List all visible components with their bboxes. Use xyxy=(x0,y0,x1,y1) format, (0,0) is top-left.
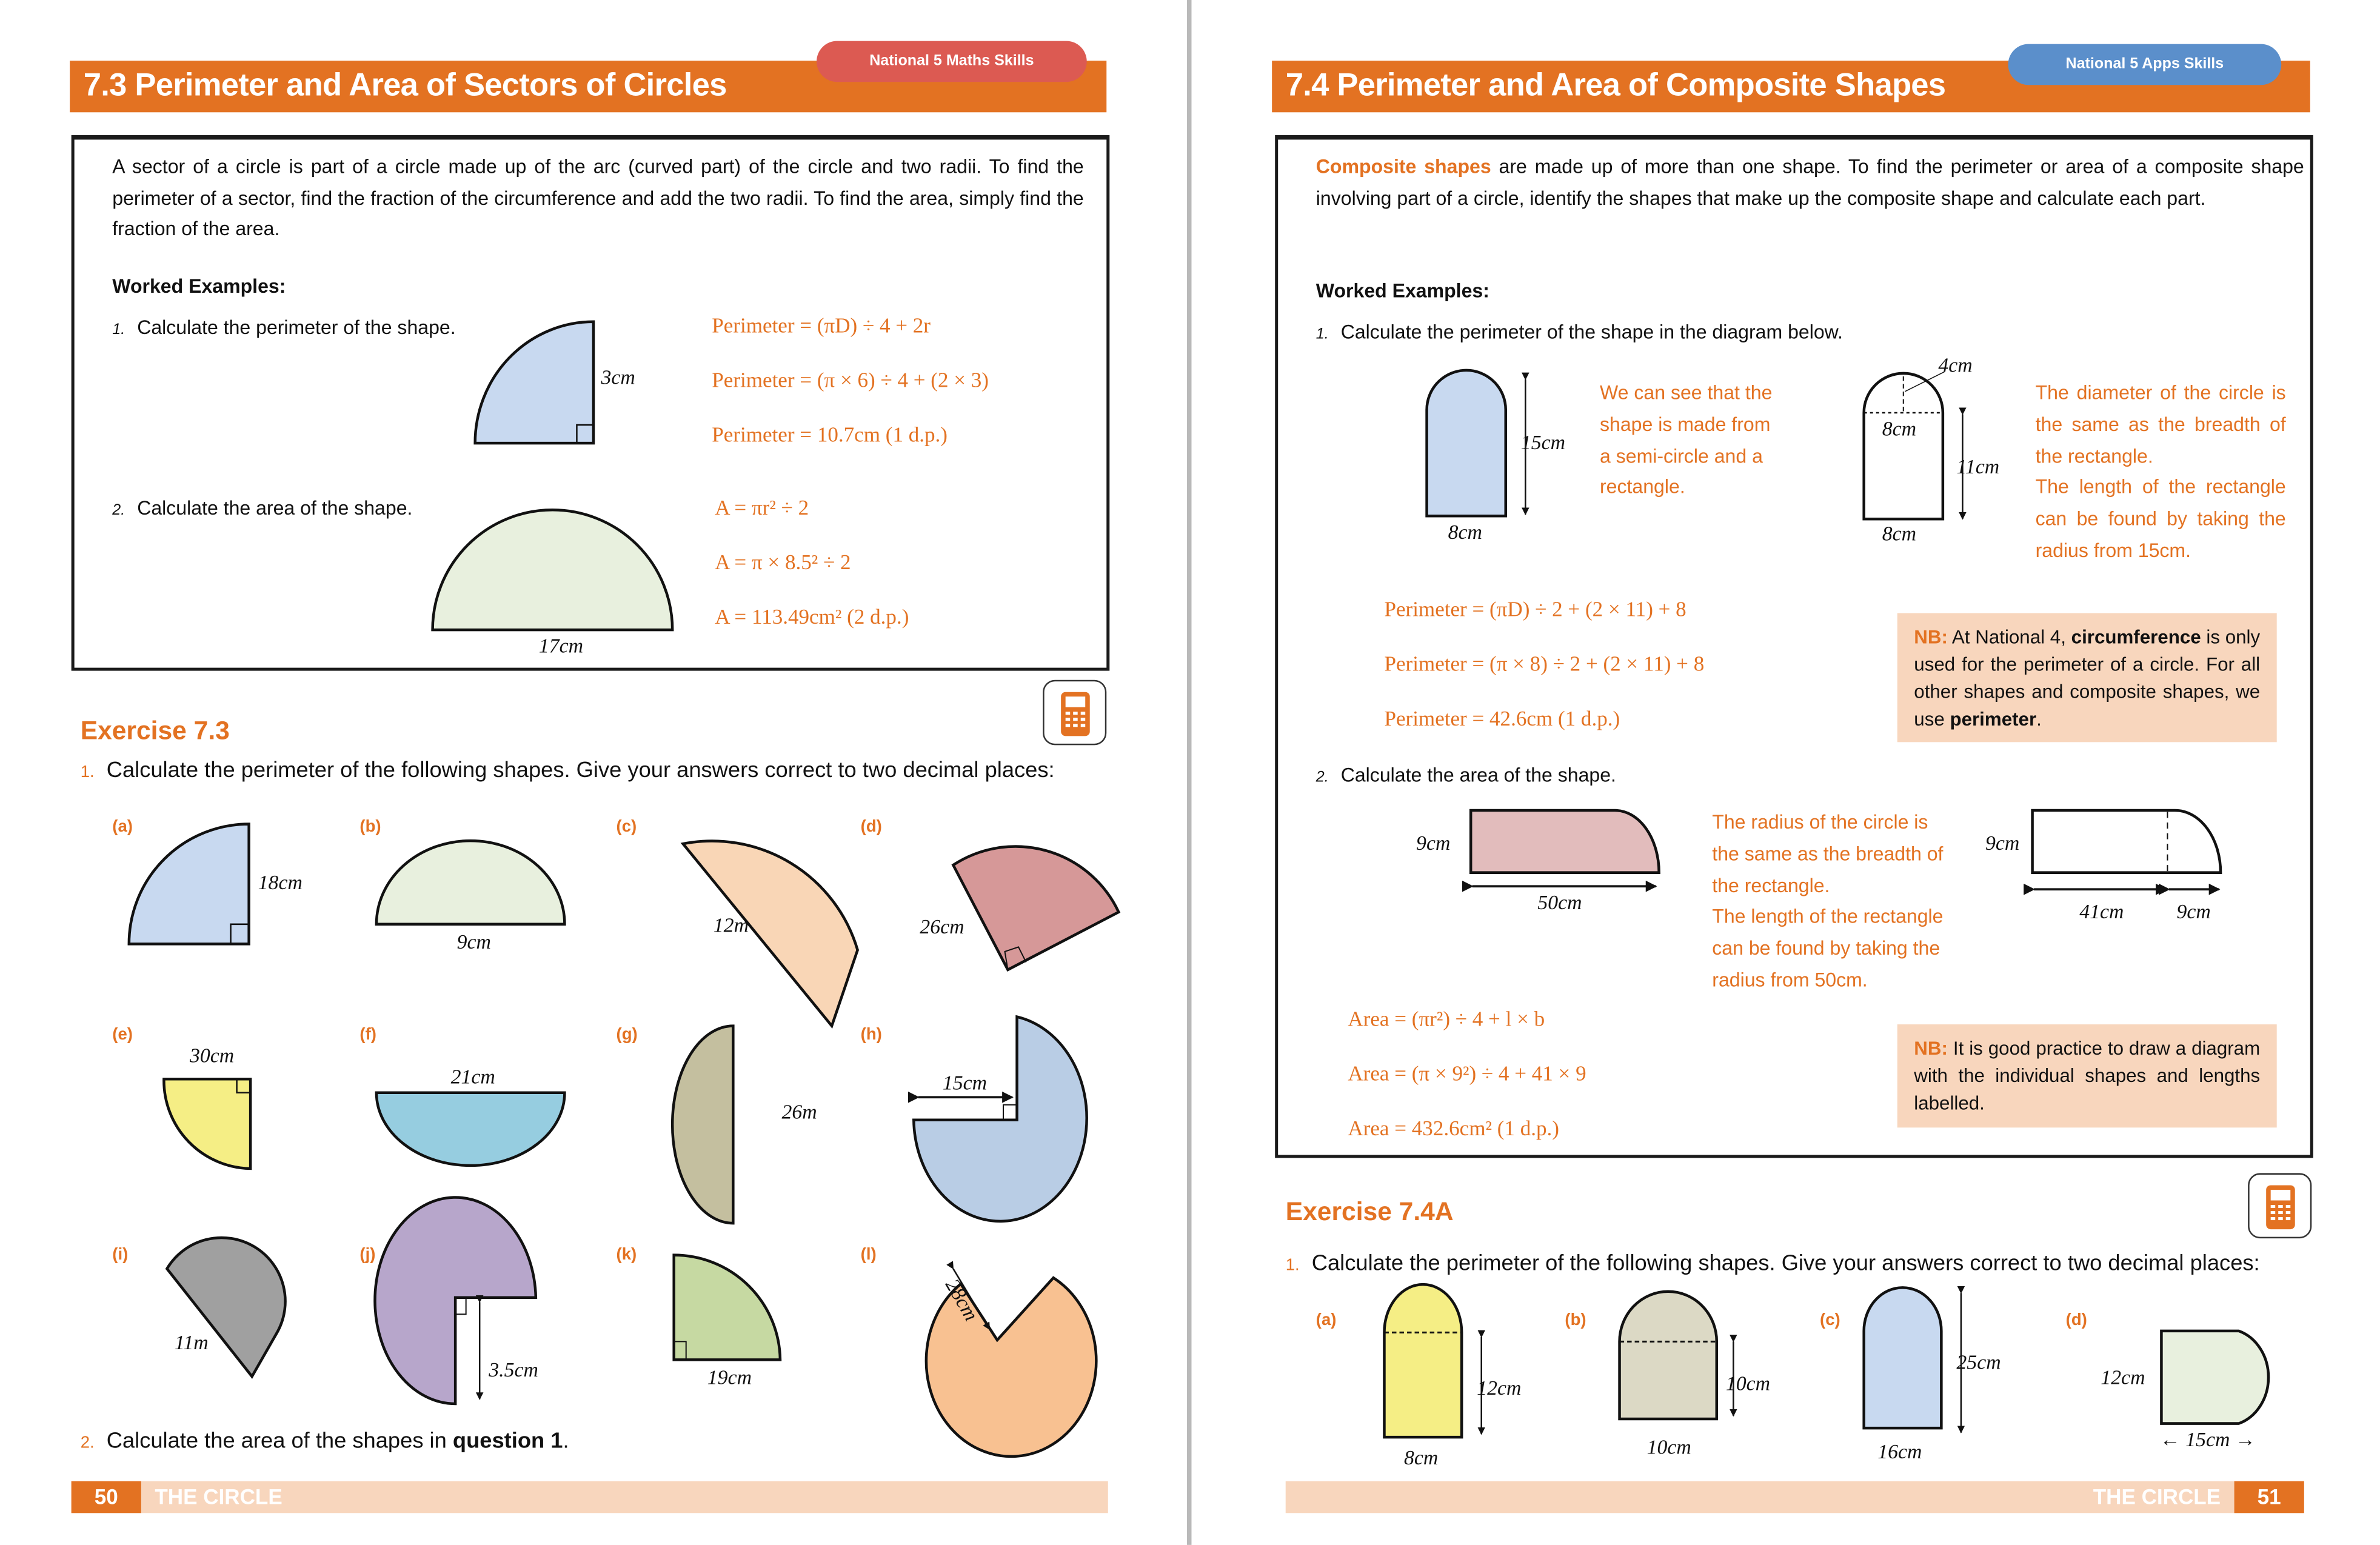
calculator-icon xyxy=(2248,1173,2311,1238)
shape-b-label: 9cm xyxy=(456,930,491,953)
ex74-c-width: 16cm xyxy=(1877,1440,1922,1463)
ex2-step-1: Area = (πr²) ÷ 4 + l × b xyxy=(1348,1009,1545,1032)
chapter-name: THE CIRCLE xyxy=(155,1484,282,1509)
ex74-d-id: (d) xyxy=(2065,1311,2087,1330)
example-1-question: 1. Calculate the perimeter of the shape. xyxy=(112,315,456,339)
worked-heading: Worked Examples: xyxy=(1315,279,1489,302)
shape-d-label: 26cm xyxy=(920,915,964,938)
exercise-title: Exercise 7.4A xyxy=(1285,1197,1454,1227)
page-number: 50 xyxy=(72,1481,141,1513)
example-1-step-2: Perimeter = (π × 6) ÷ 4 + (2 × 3) xyxy=(712,370,989,393)
page-number: 51 xyxy=(2235,1481,2304,1513)
shape-a-label: 18cm xyxy=(258,871,303,894)
skills-badge: National 5 Apps Skills xyxy=(2008,44,2282,85)
example-2-step-2: A = π × 8.5² ÷ 2 xyxy=(715,552,851,575)
ex1-width-label: 8cm xyxy=(1448,520,1482,544)
page-title: 7.3 Perimeter and Area of Sectors of Circles xyxy=(70,61,1106,112)
nb-note-2: NB: It is good practice to draw a diagram with the individual shapes and lengths labelled. xyxy=(1897,1024,2277,1127)
ex2-height-label: 9cm xyxy=(1416,832,1451,855)
example-2-step-3: A = 113.49cm² (2 d.p.) xyxy=(715,607,909,630)
ex2-step-3: Area = 432.6cm² (1 d.p.) xyxy=(1348,1118,1559,1141)
shape-e-id: (e) xyxy=(112,1026,133,1044)
shape-g-label: 26m xyxy=(781,1100,817,1123)
ex2-radius-label: 9cm xyxy=(2176,899,2211,923)
ex1-step-1: Perimeter = (πD) ÷ 2 + (2 × 11) + 8 xyxy=(1384,599,1686,622)
example-2-question: 2. Calculate the area of the shape. xyxy=(1315,763,1616,786)
ex1-inner-width-label: 8cm xyxy=(1882,417,1917,441)
shape-i-id: (i) xyxy=(112,1246,129,1264)
nb-note-1: NB: At National 4, circumference is only used for the perimeter of a circle. For all other shapes and composite shapes, we use perimeter. xyxy=(1897,613,2277,742)
ex2-length-label: 50cm xyxy=(1537,890,1582,914)
exercise-question-1: 1. Calculate the perimeter of the following shapes. Give your answers correct to two decimal places: xyxy=(1285,1252,2260,1276)
ex74-b-height: 10cm xyxy=(1725,1372,1771,1395)
ex1-bottom-label: 8cm xyxy=(1882,522,1917,545)
ex74-a-width: 8cm xyxy=(1404,1446,1439,1469)
shape-i-label: 11m xyxy=(174,1330,209,1354)
example-1-step-1: Perimeter = (πD) ÷ 4 + 2r xyxy=(712,315,931,339)
ex1-note-1: We can see that the shape is made from a semi-circle and a rectangle. xyxy=(1600,381,1773,499)
shape-b-id: (b) xyxy=(359,818,381,836)
ex1-step-3: Perimeter = 42.6cm (1 d.p.) xyxy=(1384,709,1620,732)
ex74-d-width: ← 15cm → xyxy=(2159,1428,2256,1451)
ex74-b-id: (b) xyxy=(1565,1311,1586,1330)
skills-badge: National 5 Maths Skills xyxy=(817,41,1087,82)
page-title: 7.4 Perimeter and Area of Composite Shapes xyxy=(1272,61,2310,112)
page-footer-right xyxy=(1286,1481,2304,1513)
ex74-a-id: (a) xyxy=(1315,1311,1337,1330)
ex74-a-height: 12cm xyxy=(1477,1376,1522,1400)
ex1-height-label: 15cm xyxy=(1520,431,1566,454)
ex2-rect-len-label: 41cm xyxy=(2079,899,2124,923)
exercise-title: Exercise 7.3 xyxy=(80,716,230,746)
ex1-note-2: The diameter of the circle is the same as the breadth of the rectangle. The length of the rectangle can be found by taking the radius from 15cm. xyxy=(2035,381,2286,562)
ex1-rect-height-label: 11cm xyxy=(1956,455,2000,478)
shape-f-label: 21cm xyxy=(450,1065,495,1089)
shape-d-id: (d) xyxy=(860,818,882,836)
ex1-radius-label: 4cm xyxy=(1938,353,1973,376)
shape-a-id: (a) xyxy=(112,818,133,836)
example-2-question: 2. Calculate the area of the shape. xyxy=(112,496,413,519)
ex2-note: The radius of the circle is the same as the breadth of the rectangle. The length of the rectangle can be found by taking the radius from 50cm. xyxy=(1712,810,1944,991)
shape-h-label: 15cm xyxy=(942,1071,988,1095)
shape-c-id: (c) xyxy=(616,818,637,836)
ex74-d-height: 12cm xyxy=(2101,1366,2145,1389)
ex74-c-height: 25cm xyxy=(1956,1350,2001,1373)
example-1-label: 3cm xyxy=(601,365,635,389)
ex2-height2-label: 9cm xyxy=(1985,832,2020,855)
shape-l-label: 28cm xyxy=(941,1275,983,1325)
shape-j-label: 3.5cm xyxy=(489,1358,538,1381)
shape-h-id: (h) xyxy=(860,1026,882,1044)
shape-k-id: (k) xyxy=(616,1246,637,1264)
exercise-question-2: 2. Calculate the area of the shapes in question 1. xyxy=(80,1429,569,1454)
ex74-c-id: (c) xyxy=(1820,1311,1840,1330)
shape-l-id: (l) xyxy=(860,1246,877,1264)
ex74-b-width: 10cm xyxy=(1646,1435,1691,1459)
shape-f-id: (f) xyxy=(359,1026,376,1044)
shape-c-label: 12m xyxy=(713,913,749,936)
intro-text: Composite shapes are made up of more than one shape. To find the perimeter or area of a composite shape involving part of a circle, identify the shapes that make up the composite shape and calculate each part. xyxy=(1315,155,2304,209)
example-2-label: 17cm xyxy=(538,634,584,658)
intro-text: A sector of a circle is part of a circle made up of the arc (curved part) of the circle and two radii. To find the perimeter of a sector, find the fraction of the circumference and add the two radii. To find the area, simply find the fraction of the area. xyxy=(112,155,1084,240)
ex2-step-2: Area = (π × 9²) ÷ 4 + 41 × 9 xyxy=(1348,1064,1586,1087)
chapter-name: THE CIRCLE xyxy=(2093,1484,2221,1509)
example-1-step-3: Perimeter = 10.7cm (1 d.p.) xyxy=(712,425,948,448)
shape-e-label: 30cm xyxy=(189,1044,235,1067)
example-1-question: 1. Calculate the perimeter of the shape in the diagram below. xyxy=(1315,320,1843,343)
example-2-step-1: A = πr² ÷ 2 xyxy=(715,498,809,521)
ex1-step-2: Perimeter = (π × 8) ÷ 2 + (2 × 11) + 8 xyxy=(1384,654,1705,677)
shape-g-id: (g) xyxy=(616,1026,638,1044)
shape-k-label: 19cm xyxy=(707,1366,752,1389)
shape-j-id: (j) xyxy=(359,1246,376,1264)
worked-heading: Worked Examples: xyxy=(112,275,286,298)
exercise-question-1: 1. Calculate the perimeter of the following shapes. Give your answers correct to two decimal places: xyxy=(80,758,1055,783)
